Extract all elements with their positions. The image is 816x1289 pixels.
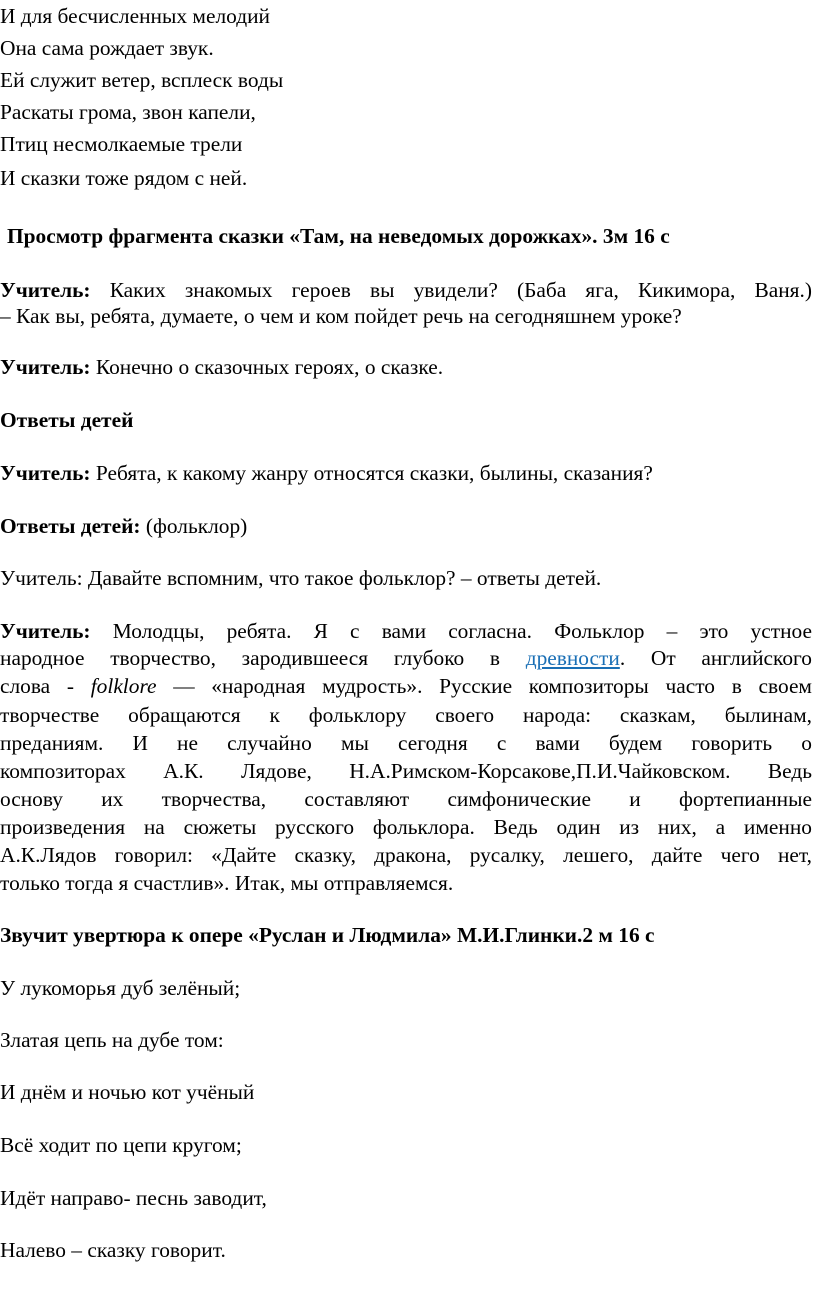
paragraph-line: Учитель: Конечно о сказочных героях, о сказке.: [0, 355, 444, 379]
paragraph-line: только тогда я счастлив». Итак, мы отправляемся.: [0, 871, 454, 895]
poem-line: Идёт направо- песнь заводит,: [0, 1186, 267, 1210]
paragraph-line: Учитель: Ребята, к какому жанру относятся сказки, былины, сказания?: [0, 461, 653, 485]
poem-line: Златая цепь на дубе том:: [0, 1028, 224, 1052]
section-heading: Звучит увертюра к опере «Руслан и Людмила» М.И.Глинки.2 м 16 с: [0, 923, 655, 947]
poem-line: Раскаты грома, звон капели,: [0, 100, 256, 124]
paragraph-line: – Как вы, ребята, думаете, о чем и ком пойдет речь на сегодняшнем уроке?: [0, 304, 682, 328]
speaker-label: Учитель:: [0, 278, 91, 302]
paragraph-line: произведения на сюжеты русского фольклора. Ведь один из них, а именно: [0, 815, 812, 839]
speaker-label: Учитель:: [0, 461, 91, 485]
paragraph-line: преданиям. И не случайно мы сегодня с вами будем говорить о: [0, 731, 812, 755]
poem-line: Всё ходит по цепи кругом;: [0, 1133, 242, 1157]
poem-line: У лукоморья дуб зелёный;: [0, 976, 241, 1000]
speaker-label: Учитель:: [0, 355, 91, 379]
paragraph-line: Учитель: Молодцы, ребята. Я с вами согласна. Фольклор – это устное: [0, 619, 812, 643]
speaker-label: Ответы детей:: [0, 514, 141, 538]
speaker-label: Учитель:: [0, 619, 91, 643]
paragraph-line: основу их творчества, составляют симфонические и фортепианные: [0, 787, 812, 811]
paragraph-line: композиторах А.К. Лядове, Н.А.Римском-Корсакове,П.И.Чайковском. Ведь: [0, 759, 812, 783]
poem-line: Она сама рождает звук.: [0, 36, 214, 60]
section-heading: Просмотр фрагмента сказки «Там, на неведомых дорожках». 3м 16 с: [7, 224, 670, 248]
paragraph-line: народное творчество, зародившееся глубоко в древности. От английского: [0, 646, 812, 670]
paragraph-line: Ответы детей: (фольклор): [0, 514, 248, 538]
paragraph-line: слова - folklore — «народная мудрость». Русские композиторы часто в своем: [0, 674, 812, 698]
paragraph-line: Учитель: Давайте вспомним, что такое фольклор? – ответы детей.: [0, 566, 602, 590]
paragraph-line: творчестве обращаются к фольклору своего народа: сказкам, былинам,: [0, 703, 812, 727]
answers-label: Ответы детей: [0, 408, 134, 432]
poem-line: Ей служит ветер, всплеск воды: [0, 68, 284, 92]
poem-line: И сказки тоже рядом с ней.: [0, 166, 248, 190]
poem-line: Налево – сказку говорит.: [0, 1238, 226, 1262]
poem-line: И для бесчисленных мелодий: [0, 4, 270, 28]
paragraph-line: Учитель: Каких знакомых героев вы увидели? (Баба яга, Кикимора, Ваня.): [0, 278, 812, 302]
poem-line: И днём и ночью кот учёный: [0, 1080, 255, 1104]
link-drevnosti[interactable]: древности: [525, 646, 620, 670]
poem-line: Птиц несмолкаемые трели: [0, 132, 243, 156]
paragraph-line: А.К.Лядов говорил: «Дайте сказку, дракона, русалку, лешего, дайте чего нет,: [0, 843, 812, 867]
